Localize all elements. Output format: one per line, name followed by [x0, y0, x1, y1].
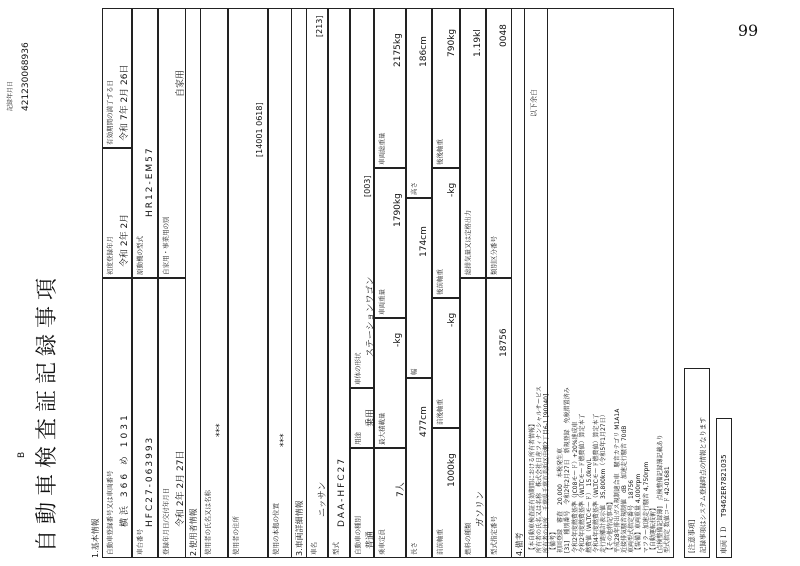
- length-cell: 長さ 477cm: [406, 378, 432, 558]
- expiry-cell: 有効期間の満了する日 令和 7年 2月 26日: [102, 8, 132, 148]
- note-line: 燃費値（WLTCモード） 15.0km/L: [585, 458, 593, 553]
- note-line: 走行距離計表示値 35,800km（令和5年1月27日）: [599, 411, 607, 553]
- note-line: 車両型式指定番号 18756: [628, 479, 636, 553]
- note-line: 令和2年度燃費基準（WLTCモード燃費値）算定本了: [578, 413, 586, 553]
- first-reg-cell: 初度登録年月 令和 2年 2月: [102, 148, 132, 278]
- category-number-cell: 類別区分番号 0048: [486, 8, 512, 278]
- height-cell: 高さ 186cm: [406, 8, 432, 198]
- cap-cell: 乗車定員 7人: [374, 448, 406, 558]
- handwritten-page-mark: 99: [737, 20, 759, 40]
- record-date: 記録年月日: [7, 80, 14, 111]
- regdate-cell: 登録年月日/交付年月日 令和 2年 2月 27日: [158, 278, 186, 558]
- reg-number: 横浜 366 め 1031: [120, 412, 130, 527]
- width-cell: 幅 174cm: [406, 198, 432, 378]
- note-line: マフラー加速走行騒音 4,750rpm: [642, 461, 650, 553]
- note-line: 平成28年排出ガス規制適合車 騒音カテゴリ M1A1A: [614, 408, 622, 553]
- user-address-cell: 使用者の住所 [14001 0618]: [228, 8, 268, 558]
- section-vehicle: 3.車両詳細情報: [295, 500, 304, 556]
- note-line: 【備考】: [550, 528, 558, 553]
- type-number-cell: 型式指定番号 18756: [486, 278, 512, 558]
- maxload-cell: 最大積載量 -kg: [374, 318, 406, 448]
- note-line: 所有者の氏名又は名称 株式会社日産フィナンシャルサービス: [536, 386, 544, 553]
- caution-box: [注意事項] 記録事項はシステム登録時点の情報となります: [684, 368, 710, 558]
- page-title: 自動車検査証記録事項: [35, 271, 60, 552]
- note-line: 【その他特記事項】: [607, 498, 615, 553]
- note-line: 令和2年度燃費基準（JC08モード）+20%達成車: [571, 421, 579, 553]
- model-cell: 型式 DAA-HFC27: [328, 8, 350, 558]
- reg-number-cell: 自動車登録番号又は車両番号 横浜 366 め 1031: [102, 278, 132, 558]
- note-line: [31] 種別番号 令和2年2月27日 新規登録 免税措置済み: [564, 387, 572, 553]
- section-notes: 4.備考: [515, 532, 524, 556]
- section-user: 2.使用者情報: [189, 508, 198, 556]
- note-line: [点検整備記録簿] 点検整備記録簿記載あり: [656, 434, 664, 553]
- note-line: 近接排気騒音規制値 dB 加速走行騒音 70dB: [621, 425, 629, 553]
- user-name-cell: 使用者の氏名又は名称 ***: [200, 8, 228, 558]
- note-line: 初回登録 審査 20.000 本税発生車: [557, 448, 565, 553]
- purpose-cell: 用途 乗用: [350, 388, 374, 448]
- notes-cell: [524, 8, 674, 558]
- rf-axle-cell: 後前軸重 -kg: [432, 168, 460, 298]
- note-line: 所有者の住所 千葉県千葉市美浜区中瀬2丁目6-1 [90040]: [543, 393, 551, 553]
- rr-axle-cell: 後後軸重 790kg: [432, 8, 460, 168]
- ff-axle-cell: 前前軸重 1000kg: [432, 428, 460, 558]
- shape-cell: 車体の形状 ステーションワゴン [003]: [350, 8, 374, 388]
- note-line: 令和4年度燃費基準（WLTCモード燃費値）算定本了: [592, 413, 600, 553]
- fr-axle-cell: 前後軸重 -kg: [432, 298, 460, 428]
- base-location-cell: 使用の本拠の位置 ***: [268, 8, 292, 558]
- note-line: 型式指定 数値コード 42-01681: [663, 466, 671, 553]
- note-line: 【装備】車両重量 4,000rpm: [635, 473, 643, 553]
- chassis-cell: 車台番号 HFC27-063993: [132, 278, 158, 558]
- vehicle-id: T9462ER7821035: [720, 454, 728, 517]
- use-cell: 自家用・事業用の別 自家用: [158, 8, 186, 278]
- vehicle-id-box: 車両ＩＤ T9462ER7821035: [716, 418, 732, 558]
- section-basic: 1.基本情報: [91, 518, 100, 558]
- engine-cell: 原動機の型式 HR12-EM57: [132, 8, 158, 278]
- chassis-number: HFC27-063993: [145, 435, 155, 527]
- weight-cell: 車両重量 1790kg: [374, 168, 406, 318]
- fuel-cell: 燃料の種類 ガソリン: [460, 278, 486, 558]
- gross-weight-cell: 車両総重量 2175kg: [374, 8, 406, 168]
- maker-cell: 車名 ニッサン [213]: [306, 8, 328, 558]
- end-note: 以下余白: [530, 89, 538, 117]
- doc-number: 421230068936: [21, 42, 31, 111]
- note-line: 【本自動車検査証有効期間における所有者情報】: [529, 420, 536, 553]
- note-line: 【自動運転技術】: [649, 504, 657, 553]
- displacement-cell: 総排気量又は定格出力 1.19kl: [460, 8, 486, 278]
- form-letter: B: [17, 451, 27, 458]
- kind-cell: 自動車の種別 普通: [350, 448, 374, 558]
- notes-list: [529, 386, 671, 553]
